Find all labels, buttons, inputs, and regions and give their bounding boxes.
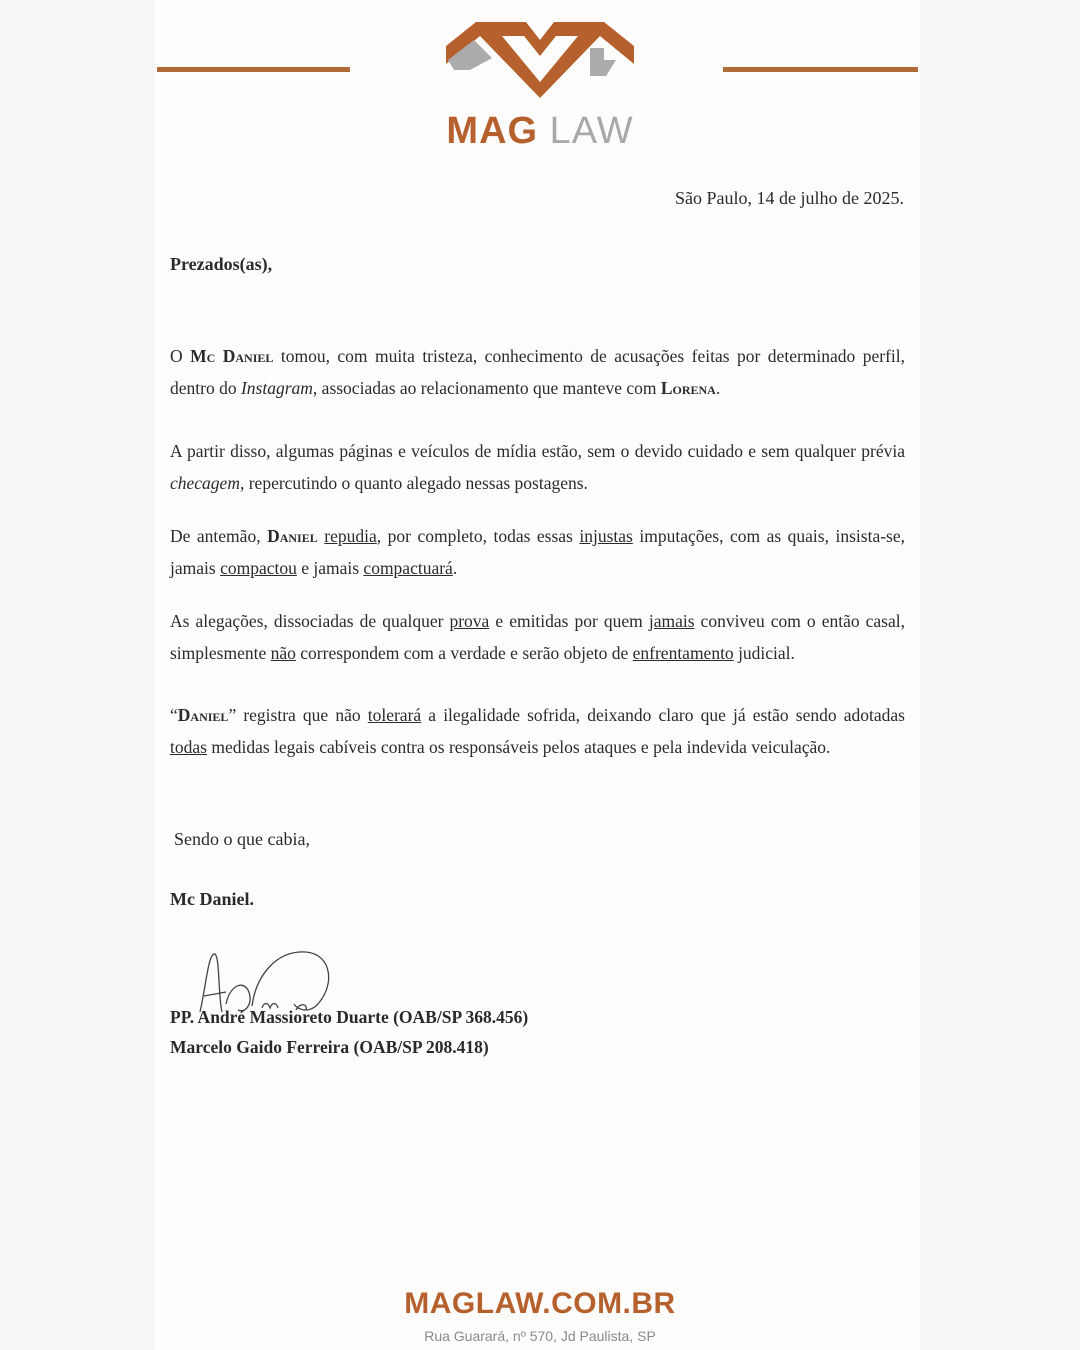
- brand-primary: MAG: [446, 110, 539, 152]
- underlined-word: tolerará: [367, 705, 422, 725]
- name-daniel: Daniel: [177, 705, 229, 725]
- text: imputações, com as quais, insista-se, jamais: [170, 526, 905, 578]
- instagram-term: Instagram: [240, 378, 313, 398]
- header-divider-right: [723, 67, 918, 72]
- checagem-term: checagem: [170, 473, 240, 493]
- text: O: [170, 346, 191, 366]
- text: judicial.: [733, 643, 795, 663]
- paragraph-1: [170, 340, 905, 404]
- text: e emitidas por quem: [489, 611, 649, 631]
- underlined-word: prova: [449, 611, 490, 631]
- lawyer-2: Marcelo Gaido Ferreira (OAB/SP 208.418): [170, 1037, 489, 1057]
- text: conviveu com o então casal, simplesmente: [170, 611, 905, 663]
- underlined-word: repudia: [324, 526, 377, 546]
- text: De antemão,: [170, 526, 268, 546]
- text: , associadas ao relacionamento que manteve com: [312, 378, 661, 398]
- paragraph-2: [170, 435, 905, 499]
- brand-wordmark: [0, 110, 1080, 153]
- underlined-word: enfrentamento: [632, 643, 734, 663]
- logo-right-house: [590, 48, 616, 76]
- footer-address: Rua Guarará, nº 570, Jd Paulista, SP: [424, 1328, 656, 1344]
- underlined-word: não: [270, 643, 296, 663]
- name-lorena: Lorena: [660, 378, 716, 398]
- text: ” registra que não: [228, 705, 368, 725]
- underlined-word: compactou: [220, 558, 297, 578]
- text: .: [715, 378, 721, 398]
- paragraph-5: [170, 699, 905, 763]
- text: a ilegalidade sofrida, deixando claro que já estão sendo adotadas: [421, 705, 905, 725]
- lawyer-1: PP. André Massioreto Duarte (OAB/SP 368.456): [170, 1007, 529, 1027]
- paragraph-4: [170, 605, 905, 669]
- underlined-word: todas: [170, 737, 207, 757]
- text: correspondem com a verdade e serão objeto de: [295, 643, 633, 663]
- underlined-word: injustas: [579, 526, 633, 546]
- text: , repercutindo o quanto alegado nessas postagens.: [239, 473, 588, 493]
- letter-date: São Paulo, 14 de julho de 2025.: [675, 188, 904, 208]
- footer-website[interactable]: MAGLAW.COM.BR: [404, 1287, 676, 1320]
- underlined-word: jamais: [648, 611, 695, 631]
- name-daniel: Daniel: [267, 526, 318, 546]
- name-mc-daniel: Mc Daniel: [190, 346, 274, 366]
- header-divider-left: [157, 67, 350, 72]
- brand-secondary: LAW: [549, 110, 634, 152]
- signature-stroke: [200, 952, 329, 1012]
- closing-line: Sendo o que cabia,: [174, 829, 310, 849]
- text: .: [452, 558, 458, 578]
- text: e jamais: [296, 558, 364, 578]
- underlined-word: compactuará: [363, 558, 453, 578]
- text: tomou, com muita tristeza, conhecimento de acusações feitas por determinado perfil, dentro do: [170, 346, 906, 398]
- text: , por completo, todas essas: [376, 526, 580, 546]
- paragraph-3: [170, 520, 905, 584]
- text: “: [170, 705, 178, 725]
- signer-name: Mc Daniel.: [170, 889, 254, 909]
- text: medidas legais cabíveis contra os responsáveis pelos ataques e pela indevida veiculação.: [206, 737, 831, 757]
- roof-m-logo-icon: [440, 20, 640, 100]
- text: A partir disso, algumas páginas e veículos de mídia estão, sem o devido cuidado e sem qualquer prévia: [170, 441, 905, 461]
- greeting: Prezados(as),: [170, 254, 273, 274]
- text: As alegações, dissociadas de qualquer: [170, 611, 450, 631]
